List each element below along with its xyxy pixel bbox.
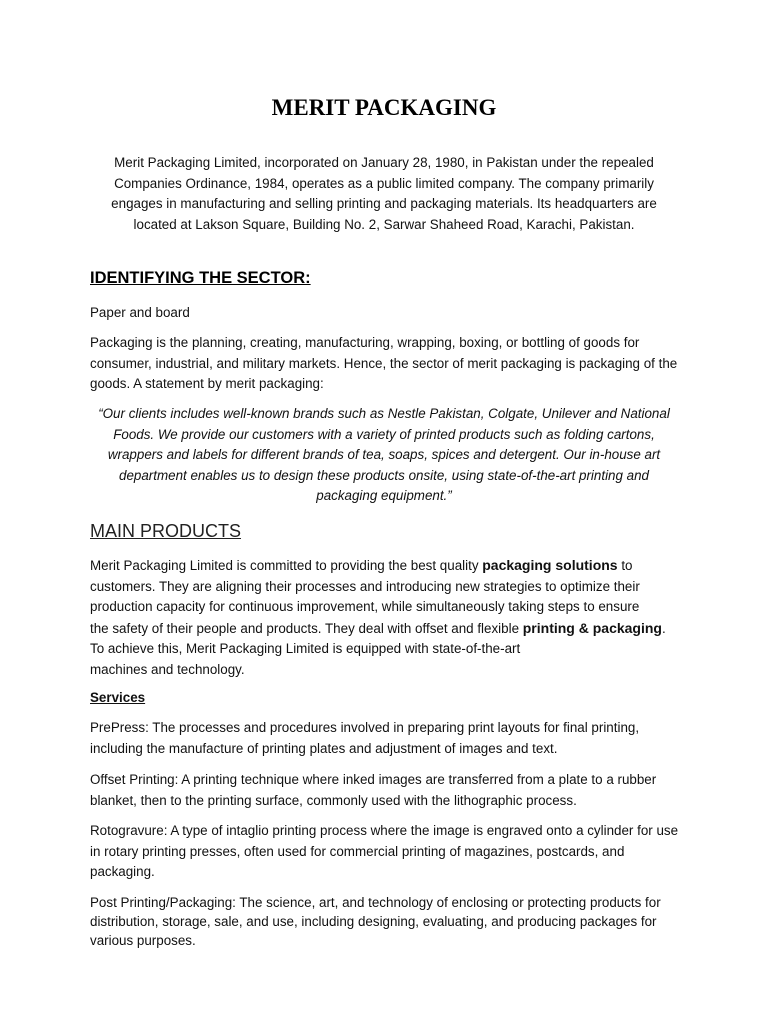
products-line — [90, 555, 680, 577]
packaging-solutions-emphasis: packaging solutions — [482, 557, 618, 573]
sector-value: Paper and board — [90, 305, 190, 320]
printing-packaging-emphasis: printing & packaging — [522, 619, 662, 636]
service-rotogravure: Rotogravure: A type of intaglio printing process where the image is engraved onto a cylinder for use in rotary printing presses, often used for commercial printing of magazines, postcards, and packaging. — [90, 823, 679, 879]
products-line: customers. They are aligning their processes and introducing new strategies to optimize their — [90, 578, 640, 594]
products-text-segment: . — [661, 620, 666, 636]
service-prepress: PrePress: The processes and procedures involved in preparing print layouts for final printing, including the manufacture of printing plates and adjustment of images and text. — [90, 720, 640, 756]
products-line: machines and technology. — [90, 661, 245, 677]
main-products-paragraph — [90, 555, 680, 680]
products-text-segment: to — [617, 558, 633, 573]
intro-paragraph: Merit Packaging Limited, incorporated on January 28, 1980, in Pakistan under the repealed Companies Ordinance, 1984, operates as a public limited company. The company primarily engages in manufacturing and selling printing and packaging materials. Its headquarters are located at Lakson Square, Building No. 2, Sarwar Shaheed Road, Karachi, Pakistan. — [111, 155, 657, 232]
sector-heading: IDENTIFYING THE SECTOR: — [90, 269, 311, 287]
products-line: To achieve this, Merit Packaging Limited is equipped with state-of-the-art — [90, 641, 521, 656]
service-offset-printing: Offset Printing: A printing technique where inked images are transferred from a plate to a rubber blanket, then to the printing surface, commonly used with the lithographic process. — [90, 772, 657, 808]
service-post-printing-packaging: Post Printing/Packaging: The science, art, and technology of enclosing or protecting products for distribution, storage, sale, and use, including designing, evaluating, and producing packages for various purposes. — [90, 895, 661, 948]
services-heading: Services — [90, 690, 146, 705]
packaging-definition-paragraph: Packaging is the planning, creating, manufacturing, wrapping, boxing, or bottling of goods for consumer, industrial, and military markets. Hence, the sector of merit packaging is packaging of the goods. A statement by merit packaging: — [90, 335, 678, 391]
products-text-segment: Merit Packaging Limited is committed to providing the best quality — [90, 558, 483, 573]
company-statement-quote: “Our clients includes well-known brands such as Nestle Pakistan, Colgate, Unilever and National Foods. We provide our customers with a variety of printed products such as folding cartons, wrappers and labels for different brands of tea, soaps, spices and detergent. Our in-house art department enables us to design these products onsite, using state-of-the-art printing and packaging equipment.” — [98, 406, 670, 503]
document-title: MERIT PACKAGING — [271, 95, 497, 120]
products-line: production capacity for continuous improvement, while simultaneously taking steps to ensure — [90, 599, 640, 614]
products-text-segment: the safety of their people and products. They deal with offset and flexible — [90, 620, 523, 636]
products-line — [90, 618, 680, 640]
main-products-heading: MAIN PRODUCTS — [90, 521, 242, 541]
